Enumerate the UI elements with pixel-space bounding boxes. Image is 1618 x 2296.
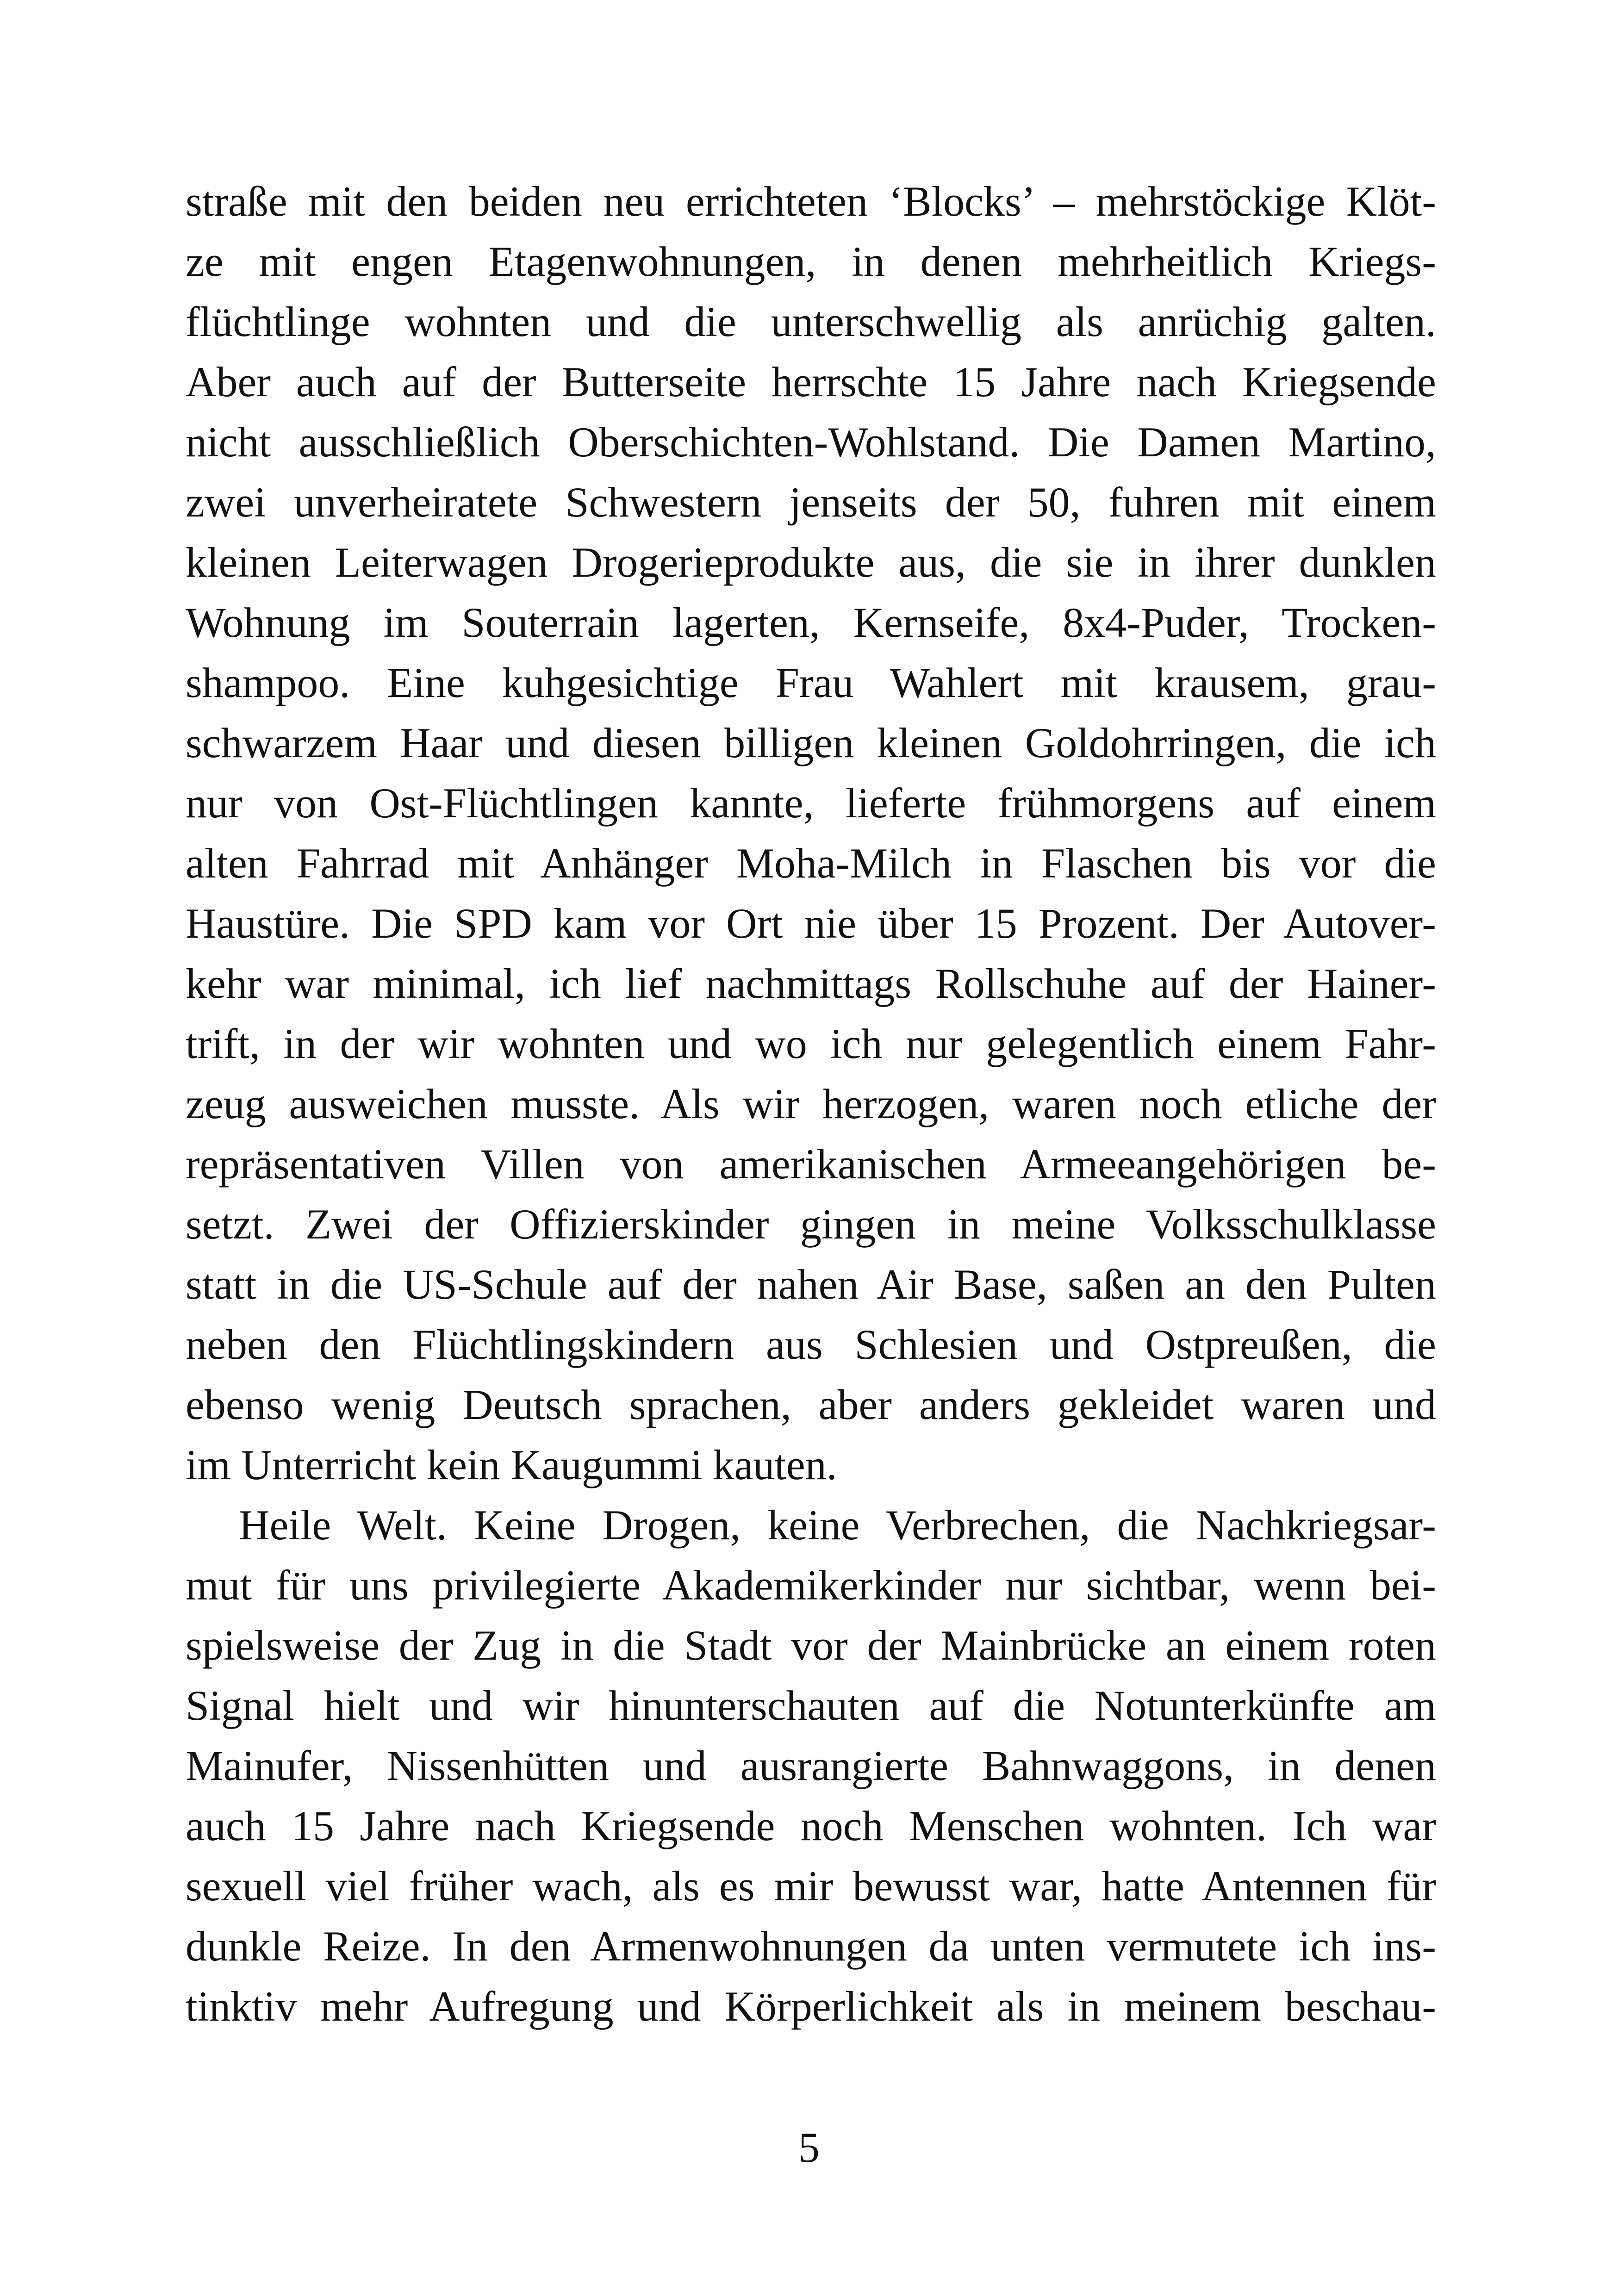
text-line: mut für uns privilegierte Akademikerkinder nur sichtbar, wenn bei- — [186, 1562, 1436, 1609]
text-line: Signal hielt und wir hinunterschauten auf die Notunterkünfte am — [186, 1682, 1436, 1729]
text-line: schwarzem Haar und diesen billigen kleinen Goldohrringen, die ich — [186, 719, 1436, 766]
body-text — [186, 171, 1436, 2036]
text-line: nur von Ost-Flüchtlingen kannte, lieferte frühmorgens auf einem — [186, 779, 1436, 827]
text-line: Mainufer, Nissenhütten und ausrangierte Bahnwaggons, in denen — [186, 1742, 1436, 1789]
text-line: spielsweise der Zug in die Stadt vor der Mainbrücke an einem roten — [186, 1622, 1436, 1669]
page-number: 5 — [798, 2124, 820, 2171]
text-line: nicht ausschließlich Oberschichten-Wohlstand. Die Damen Martino, — [186, 418, 1436, 466]
text-line: ze mit engen Etagenwohnungen, in denen mehrheitlich Kriegs- — [186, 238, 1436, 285]
paragraph-1 — [186, 171, 1436, 1495]
text-line: Haustüre. Die SPD kam vor Ort nie über 15 Prozent. Der Autover- — [186, 900, 1436, 947]
text-line: neben den Flüchtlingskindern aus Schlesien und Ostpreußen, die — [186, 1321, 1436, 1368]
text-line: Wohnung im Souterrain lagerten, Kernseife, 8x4-Puder, Trocken- — [186, 599, 1436, 646]
text-line: flüchtlinge wohnten und die unterschwellig als anrüchig galten. — [186, 298, 1436, 345]
text-line: kleinen Leiterwagen Drogerieprodukte aus, die sie in ihrer dunklen — [186, 539, 1436, 586]
text-line: trift, in der wir wohnten und wo ich nur gelegentlich einem Fahr- — [186, 1020, 1436, 1067]
text-line: alten Fahrrad mit Anhänger Moha-Milch in Flaschen bis vor die — [186, 840, 1436, 887]
text-line: dunkle Reize. In den Armenwohnungen da unten vermutete ich ins- — [186, 1923, 1436, 1970]
text-line: setzt. Zwei der Offizierskinder gingen in meine Volksschulklasse — [186, 1201, 1436, 1248]
text-line: tinktiv mehr Aufregung und Körperlichkeit als in meinem beschau- — [186, 1983, 1436, 2030]
paragraph-2 — [186, 1495, 1436, 2036]
text-line: straße mit den beiden neu errichteten ‘Blocks’ – mehrstöckige Klöt- — [186, 178, 1436, 225]
text-line: Heile Welt. Keine Drogen, keine Verbrechen, die Nachkriegsar- — [239, 1501, 1436, 1549]
text-line: Aber auch auf der Butterseite herrschte 15 Jahre nach Kriegsende — [186, 358, 1436, 405]
text-line: statt in die US-Schule auf der nahen Air Base, saßen an den Pulten — [186, 1261, 1436, 1308]
text-line: zeug ausweichen musste. Als wir herzogen, waren noch etliche der — [186, 1080, 1436, 1127]
text-line: kehr war minimal, ich lief nachmittags Rollschuhe auf der Hainer- — [186, 960, 1436, 1007]
text-line: auch 15 Jahre nach Kriegsende noch Menschen wohnten. Ich war — [186, 1802, 1436, 1849]
text-line: ebenso wenig Deutsch sprachen, aber anders gekleidet waren und — [186, 1381, 1436, 1428]
text-line: shampoo. Eine kuhgesichtige Frau Wahlert mit krausem, grau- — [186, 659, 1436, 706]
text-line: repräsentativen Villen von amerikanischen Armeeangehörigen be- — [186, 1140, 1436, 1188]
text-line: im Unterricht kein Kaugummi kauten. — [186, 1441, 837, 1488]
text-line: sexuell viel früher wach, als es mir bewusst war, hatte Antennen für — [186, 1862, 1436, 1910]
text-line: zwei unverheiratete Schwestern jenseits der 50, fuhren mit einem — [186, 479, 1436, 526]
